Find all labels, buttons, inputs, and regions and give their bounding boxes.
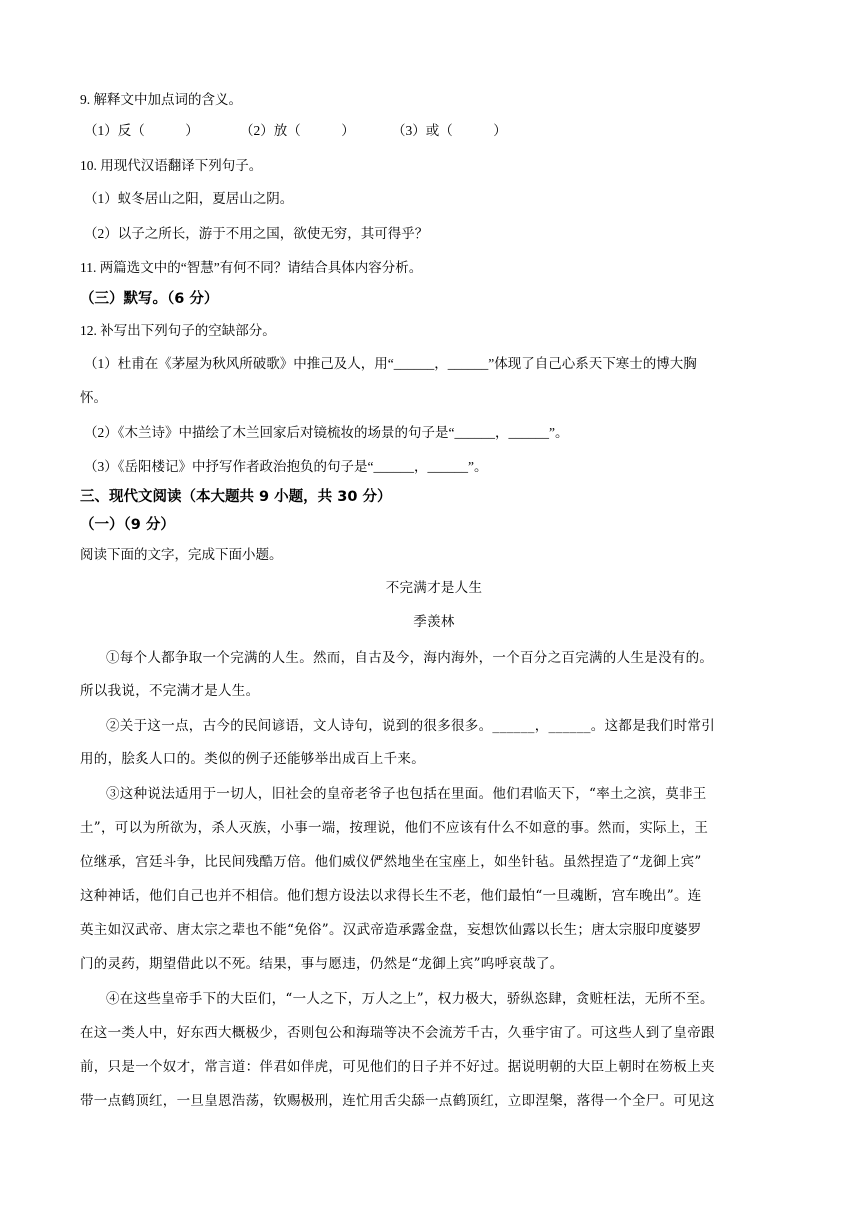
- section-heading-dictation: （三）默写。（6 分）: [80, 291, 219, 307]
- article-line: 前，只是一个奴才，常言道：伴君如伴虎，可见他们的日子并不好过。据说明朝的大臣上朝时在笏板上夹: [80, 1059, 715, 1075]
- question-9-item-2: （2）放（ ）: [240, 123, 355, 138]
- article-line: 用的，脍炙人口的。类似的例子还能够举出成百上千来。: [80, 751, 425, 767]
- article-line: 所以我说，不完满才是人生。: [80, 683, 260, 699]
- article-line: 英主如汉武帝、唐太宗之辈也不能“免俗”。汉武帝造承露金盘，妄想饮仙露以长生；唐太宗服印度婆罗: [80, 922, 702, 938]
- article-line: ②关于这一点，古今的民间谚语，文人诗句，说到的很多很多。______，______。这都是我们时常引: [106, 718, 715, 734]
- article-line: 带一点鹤顶红，一旦皇恩浩荡，钦赐极刑，连忙用舌尖舔一点鹤顶红，立即涅槃，落得一个全尸。可见这: [80, 1093, 715, 1109]
- article-line: 位继承，宫廷斗争，比民间残酷万倍。他们威仪俨然地坐在宝座上，如坐针毡。虽然捏造了“龙御上宾”: [80, 854, 702, 870]
- article-line: 这种神话，他们自己也并不相信。他们想方设法以求得长生不老，他们最怕“一旦魂断，宫车晚出”。连: [80, 888, 702, 904]
- article-line: ④在这些皇帝手下的大臣们，“一人之下，万人之上”，权力极大，骄纵恣肆，贪赃枉法，无所不至。: [106, 991, 714, 1007]
- question-12-item-3: （3）《岳阳楼记》中抒写作者政治抱负的句子是“______，______”。: [84, 459, 488, 474]
- article-line: 土”，可以为所欲为，杀人灭族，小事一端，按理说，他们不应该有什么不如意的事。然而，实际上，王: [80, 820, 709, 836]
- question-9: 9. 解释文中加点词的含义。: [80, 92, 242, 107]
- question-12: 12. 补写出下列句子的空缺部分。: [80, 323, 276, 338]
- question-9-items: [0, 121, 868, 141]
- question-12-item-1: （1）杜甫在《茅屋为秋风所破歌》中推己及人，用“______，______”体现了自己心系天下寒士的博大胸: [84, 356, 697, 371]
- article-line: 门的灵药，期望借此以不死。结果，事与愿违，仍然是“龙御上宾”呜呼哀哉了。: [80, 956, 564, 972]
- question-11: 11. 两篇选文中的“智慧”有何不同？请结合具体内容分析。: [80, 260, 423, 275]
- subsection-1-heading: （一）（9 分）: [80, 517, 175, 533]
- reading-instruction: 阅读下面的文字，完成下面小题。: [80, 547, 283, 562]
- article-line: ③这种说法适用于一切人，旧社会的皇帝老爷子也包括在里面。他们君临天下，“率土之滨，莫非王: [106, 786, 707, 802]
- article-author: 季羡林: [413, 614, 455, 630]
- question-9-item-3: （3）或（ ）: [392, 123, 507, 138]
- article-line: 在这一类人中，好东西大概极少，否则包公和海瑞等决不会流芳千古，久垂宇宙了。可这些人到了皇帝跟: [80, 1025, 715, 1041]
- question-10-item-1: （1）蚁冬居山之阳，夏居山之阴。: [84, 191, 294, 206]
- question-12-item-1-cont: 怀。: [80, 390, 107, 405]
- part-3-heading: 三、现代文阅读（本大题共 9 小题，共 30 分）: [80, 489, 392, 505]
- article-line: ①每个人都争取一个完满的人生。然而，自古及今，海内海外，一个百分之百完满的人生是没有的。: [106, 650, 714, 666]
- article-title: 不完满才是人生: [385, 580, 483, 596]
- question-10-item-2: （2）以子之所长，游于不用之国，欲使无穷，其可得乎？: [84, 226, 429, 241]
- question-9-item-1: （1）反（ ）: [84, 123, 199, 138]
- question-12-item-2: （2）《木兰诗》中描绘了木兰回家后对镜梳妆的场景的句子是“______，______”。: [84, 425, 569, 440]
- question-10: 10. 用现代汉语翻译下列句子。: [80, 158, 263, 173]
